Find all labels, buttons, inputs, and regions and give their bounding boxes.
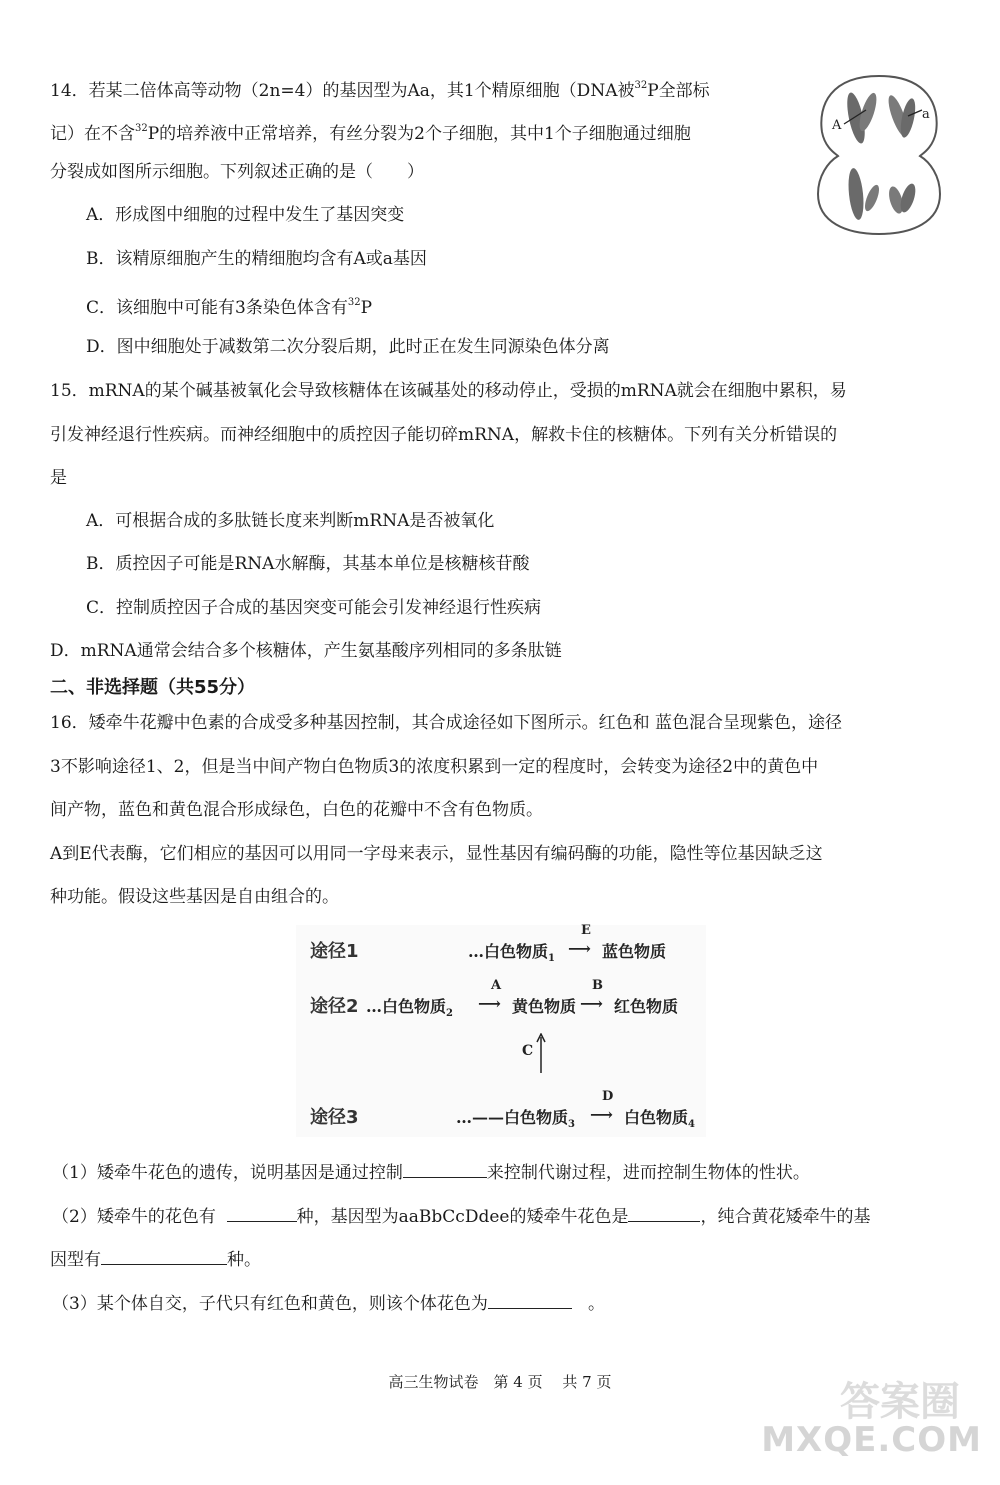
q14-option-d: D．图中细胞处于减数第二次分裂后期，此时正在发生同源染色体分离 [86, 337, 610, 357]
conversion-arrow [536, 1033, 546, 1073]
q15-line3: 是 [50, 468, 67, 488]
pathway3-label: 途径3 [310, 1107, 359, 1128]
pathway2-arrow1: ⟶ [478, 994, 501, 1013]
q16-line1: 16．矮牵牛花瓣中色素的合成受多种基因控制，其合成途径如下图所示。红色和 蓝色混合呈现紫色，途径 [50, 713, 843, 733]
answer-blank-1[interactable] [403, 1159, 487, 1178]
pathway2-label: 途径2 [310, 996, 359, 1017]
q14-line3: 分裂成如图所示细胞。下列叙述正确的是（ ） [50, 162, 424, 182]
q15-option-c: C．控制质控因子合成的基因突变可能会引发神经退行性疾病 [86, 598, 542, 618]
answer-blank-2[interactable] [227, 1203, 297, 1222]
enzyme-c-label: C [522, 1043, 534, 1059]
cell-label-A: A [832, 118, 842, 133]
pathway2-substrate: …白色物质$_2$ [366, 997, 453, 1020]
pathway3-product: 白色物质$_4$ [624, 1108, 695, 1131]
watermark-logo: 答案圈 [840, 1378, 960, 1425]
q14-line1: 14．若某二倍体高等动物（2n=4）的基因型为Aa，其1个精原细胞（DNA被$^{32}$P全部标 [50, 80, 710, 101]
q14-line2: 记）在不含$^{32}$P的培养液中正常培养，有丝分裂为2个子细胞，其中1个子细胞通过细胞 [50, 123, 691, 144]
q15-option-b: B．质控因子可能是RNA水解酶，其基本单位是核糖核苷酸 [86, 554, 530, 574]
q15-line2: 引发神经退行性疾病。而神经细胞中的质控因子能切碎mRNA，解救卡住的核糖体。下列有关分析错误的 [50, 425, 838, 445]
q14-option-c: C．该细胞中可能有3条染色体含有$^{32}$P [86, 297, 373, 318]
pathway2-arrow2: ⟶ [580, 994, 603, 1013]
enzyme-a-label: A [491, 978, 502, 993]
enzyme-d-label: D [602, 1089, 614, 1104]
q16-line5: 种功能。假设这些基因是自由组合的。 [50, 887, 339, 907]
pigment-pathway-figure [296, 925, 706, 1137]
q16-sub3: （3）某个体自交，子代只有红色和黄色，则该个体花色为 。 [52, 1290, 605, 1316]
page-footer: 高三生物试卷 第 4 页 共 7 页 [388, 1373, 612, 1391]
pathway1-arrow: ⟶ [568, 939, 591, 958]
cell-division-figure [812, 70, 946, 240]
pathway2-product: 红色物质 [614, 997, 679, 1016]
watermark: MXQE.COM [761, 1420, 982, 1460]
q16-sub1: （1）矮牵牛花色的遗传，说明基因是通过控制 来控制代谢过程，进而控制生物体的性状。 [52, 1159, 810, 1185]
q16-line3: 间产物，蓝色和黄色混合形成绿色，白色的花瓣中不含有色物质。 [50, 800, 543, 820]
enzyme-b-label: B [592, 978, 603, 993]
q15-option-d: D．mRNA通常会结合多个核糖体，产生氨基酸序列相同的多条肽链 [50, 641, 562, 661]
pathway1-product: 蓝色物质 [602, 942, 667, 961]
q14-option-b: B．该精原细胞产生的精细胞均含有A或a基因 [86, 249, 427, 269]
q15-option-a: A．可根据合成的多肽链长度来判断mRNA是否被氧化 [86, 511, 495, 531]
pathway3-substrate: …——白色物质$_3$ [456, 1108, 575, 1131]
pathway3-arrow: ⟶ [590, 1105, 613, 1124]
answer-blank-4[interactable] [101, 1246, 227, 1265]
q16-line4: A到E代表酶，它们相应的基因可以用同一字母来表示，显性基因有编码酶的功能，隐性等位基因缺乏这 [50, 844, 823, 864]
pathway1-label: 途径1 [310, 941, 359, 962]
q16-sub2: （2）矮牵牛的花色有 种，基因型为aaBbCcDdee的矮牵牛花色是 ，纯合黄花矮牵牛的基 [52, 1203, 870, 1229]
cell-label-a: a [922, 107, 930, 122]
answer-blank-5[interactable] [488, 1290, 572, 1309]
pathway1-substrate: …白色物质$_1$ [468, 942, 555, 965]
section-heading: 二、非选择题（共55分） [50, 677, 256, 698]
answer-blank-3[interactable] [628, 1203, 700, 1222]
q14-option-a: A．形成图中细胞的过程中发生了基因突变 [86, 205, 405, 225]
pathway2-intermediate: 黄色物质 [512, 997, 577, 1016]
q16-sub2-cont: 因型有 种。 [50, 1246, 261, 1272]
q15-line1: 15．mRNA的某个碱基被氧化会导致核糖体在该碱基处的移动停止，受损的mRNA就会在细胞中累积，易 [50, 381, 847, 401]
enzyme-e-label: E [581, 923, 591, 938]
q16-line2: 3不影响途径1、2，但是当中间产物白色物质3的浓度积累到一定的程度时，会转变为途径2中的黄色中 [50, 757, 819, 777]
